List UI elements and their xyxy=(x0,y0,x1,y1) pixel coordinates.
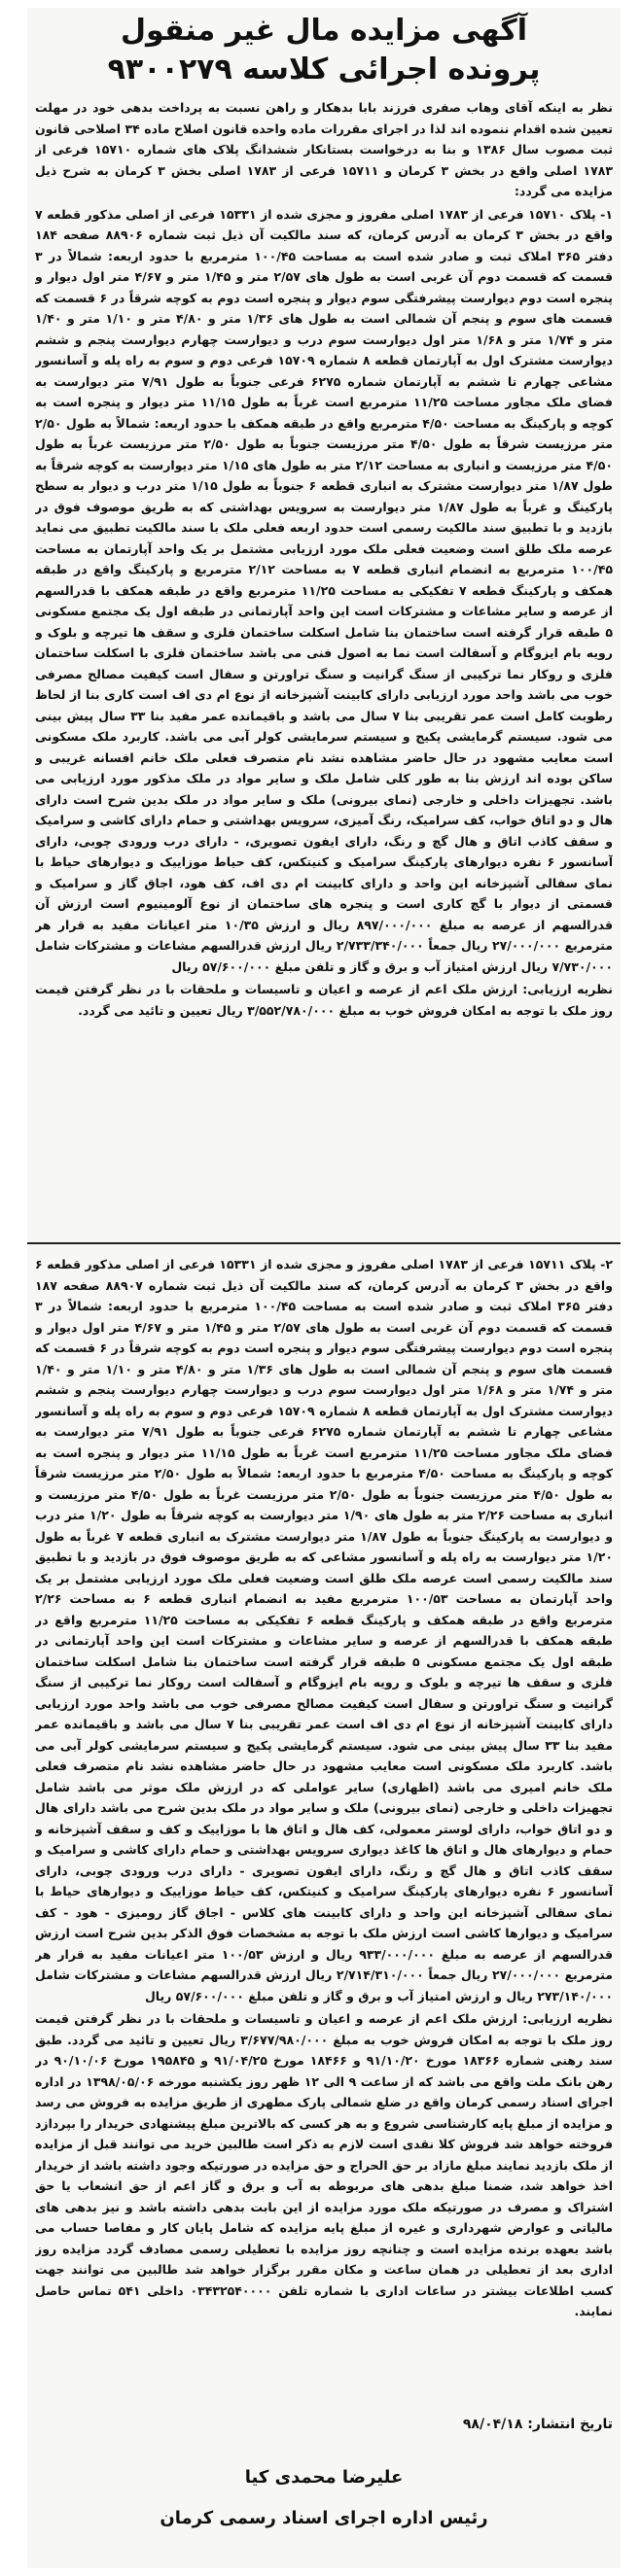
section-divider xyxy=(27,1242,621,1244)
property-1-description: ۱- پلاک ۱۵۷۱۰ فرعی از ۱۷۸۳ اصلی مفروز و مجزی شده از ۱۵۳۳۱ فرعی از اصلی مذکور قطعه ۷ واقع در بخش ۳ کرمان به آدرس کرمان، که سند مالکیت آن ذیل ثبت شماره ۸۸۹۰۶ صفحه ۱۸۴ دفتر ۳۶۵ املاک ثبت و صادر شده است به مساحت ۱۰۰/۴۵ مترمربع با حدود اربعه: شمالاً در ۳ قسمت که قسمت دوم آن غربی است به طول های ۲/۵۷ متر و ۱/۴۵ متر و ۴/۶۷ متر اول دیوار و پنجره است دوم دیوارست پیشرفتگی سوم دیوار و پنجره است دوم به کوچه شرقاً در ۶ قسمت که قسمت های سوم و پنجم آن شمالی است به طول های ۱/۳۶ متر و ۴/۸۰ متر و ۱/۱۰ متر و ۱/۴۰ متر و ۱/۷۴ متر و ۱/۶۸ متر اول دیوارست سوم درب و دیوارست چهارم دیوارست پنجم و ششم دیوارست مشترک اول به آپارتمان قطعه ۸ شماره ۱۵۷۰۹ فرعی دوم و سوم به راه پله و آسانسور مشاعی چهارم تا ششم به آپارتمان شماره ۶۲۷۵ فرعی جنوباً به طول ۷/۹۱ متر دیوارست به فضای ملک مجاور مساحت ۱۱/۲۵ مترمربع است غرباً به طول ۱۱/۱۵ متر دیوار و پنجره است به کوچه و پارکینگ به مساحت ۴/۵۰ مترمربع واقع در طبقه همکف با حدود اربعه: شمالاً به طول ۲/۵۰ متر مرزیست شرقاً به طول ۴/۵۰ متر مرزیست جنوباً به طول ۲/۵۰ متر مرزیست غرباً به طول ۴/۵۰ متر مرزیست و انباری به مساحت ۲/۱۲ متر به طول های ۱/۱۵ متر دیوارست به کوچه شرقاً به طول ۱/۸۷ متر دیوارست مشترک به انباری قطعه ۶ جنوباً به طول ۱/۱۵ متر درب و دیوار به سطح پارکینگ و غرباً به طول ۱/۸۷ متر دیوارست به سرویس بهداشتی که به طریق موصوف فوق در بازدید و با تطبیق سند مالکیت رسمی است حدود اربعه فعلی ملک با سند مالکیت تطبیق می نماید عرصه ملک طلق است وضعیت فعلی ملک مورد ارزیابی مشتمل بر یک واحد آپارتمان به مساحت ۱۰۰/۴۵ مترمربع به انضمام انباری قطعه ۷ به مساحت ۲/۱۲ مترمربع و پارکینگ واقع در طبقه همکف و پارکینگ قطعه ۷ تفکیکی به مساحت ۱۱/۲۵ مترمربع واقع در طبقه همکف با قدرالسهم از عرصه و سایر مشاعات و مشترکات است این واحد آپارتمانی در طبقه اول یک مجتمع مسکونی ۵ طبقه قرار گرفته است ساختمان بنا شامل اسکلت ساختمان فلزی و سقف ها تیرچه و بلوک و رویه بام ایزوگام و آسفالت است نما به اصول فنی می باشد ساختمان فلزی با اسکلت ساختمان فلزی و روکار نما ترکیبی از سنگ گرانیت و سنگ تراورتن و سفال است کیفیت مصالح مصرفی خوب می باشد واحد مورد ارزیابی دارای کابینت آشپزخانه از نوع ام دی اف است کاری بنا از لحاظ رطوبت کامل است عمر تقریبی بنا ۷ سال می باشد و باقیمانده عمر مفید بنا ۳۳ سال پیش بینی می شود. سیستم گرمایشی پکیج و سیستم سرمایشی کولر آبی می باشد. کاربرد ملک مسکونی است معایب مشهود در حال حاضر مشاهده نشد نام متصرف فعلی ملک خانم افسانه غریبی و ساکن بوده اند ارزش بنا به طور کلی شامل ملک و سایر مواد در ملک مذکور مورد ارزیابی می باشد. تجهیزات داخلی و خارجی (نمای بیرونی) ملک و سایر مواد در ملک بدین شرح است دارای هال و دو اتاق خواب، کف سرامیک، رنگ آمیزی، سرویس بهداشتی و حمام دارای کاشی و سرامیک و سقف کاذب اتاق و هال گچ و رنگ، دارای ایفون تصویری، - دارای درب ورودی چوبی، دارای آسانسور ۶ نفره دیوارهای پارکینگ سرامیک و کنیتکس، کف حیاط موزاییک و دیوارهای حیاط با نمای سفالی آشپزخانه این واحد و دارای کابینت ام دی اف، کف هود، اجاق گاز و سرامیک و قسمتی از دیوار با گچ کاری است و پنجره های ساختمان از نوع آلومینیوم است ارزش آن قدرالسهم از عرصه به مبلغ ۸۹۷/۰۰۰/۰۰۰ ریال و ارزش ۱۰/۳۵ متر اعیانات مفید به قرار هر مترمربع ۲۷/۰۰۰/۰۰۰ ریال جمعاً ۲/۷۳۳/۳۴۰/۰۰۰ ریال ارزش قدرالسهم مشاعات و مشترکات شامل ۷/۷۳۰/۰۰۰ ریال ارزش امتیاز آب و برق و گاز و تلفن مبلغ ۵۷/۶۰۰/۰۰۰ ریال xyxy=(35,206,613,974)
case-number-title: پرونده اجرائی کلاسه ۹۳۰۰۲۷۹ xyxy=(107,52,541,87)
property-2-description: ۲- پلاک ۱۵۷۱۱ فرعی از ۱۷۸۳ اصلی مفروز و مجزی شده از ۱۵۳۳۱ فرعی از اصلی مذکور قطعه ۶ واقع در بخش ۳ کرمان به آدرس کرمان، که سند مالکیت آن ذیل ثبت شماره ۸۸۹۰۷ صفحه ۱۸۷ دفتر ۳۶۵ املاک ثبت و صادر شده است به مساحت ۱۰۰/۴۵ مترمربع با حدود اربعه: شمالاً در ۳ قسمت که قسمت دوم آن غربی است به طول های ۲/۵۷ متر و ۱/۴۵ متر و ۴/۶۷ متر اول دیوار و پنجره است دوم دیوارست پیشرفتگی سوم دیوار و پنجره است دوم به کوچه شرقاً در ۶ قسمت که قسمت های سوم و پنجم آن شمالی است به طول های ۱/۳۶ متر و ۴/۸۰ متر و ۱/۱۰ متر و ۱/۴۰ متر و ۱/۷۴ متر و ۱/۶۸ متر اول دیوارست سوم درب و دیوارست چهارم دیوارست پنجم و ششم دیوارست مشترک اول به آپارتمان قطعه ۸ شماره ۱۵۷۰۹ فرعی دوم و سوم به راه پله و آسانسور مشاعی چهارم تا ششم به آپارتمان شماره ۶۲۷۵ فرعی جنوباً به طول ۷/۹۱ متر دیوارست به فضای ملک مجاور مساحت ۱۱/۲۵ مترمربع است غرباً به طول ۱۱/۱۵ متر دیوار و پنجره است به کوچه و پارکینگ به مساحت ۴/۵۰ مترمربع با حدود اربعه: شمالاً به طول ۲/۵۰ متر مرزیست شرقاً به طول ۴/۵۰ متر مرزیست جنوباً به طول ۲/۵۰ متر مرزیست غرباً به طول ۴/۵۰ متر مرزیست و انباری به مساحت ۲/۲۶ متر به طول های ۱/۹۰ متر دیوارست به کوچه شرقاً به طول ۱/۲۰ متر درب و دیوارست به پارکینگ جنوباً به طول ۱/۸۷ متر دیوارست مشترک به انباری قطعه ۷ غرباً به طول ۱/۲۰ متر دیوارست به راه پله و آسانسور مشاعی که به طریق موصوف فوق در بازدید و با تطبیق سند مالکیت رسمی است عرصه ملک طلق است وضعیت فعلی ملک مورد ارزیابی مشتمل بر یک واحد آپارتمان به مساحت ۱۰۰/۵۳ مترمربع مفید به انضمام انباری قطعه ۶ به مساحت ۲/۲۶ مترمربع واقع در طبقه همکف و پارکینگ قطعه ۶ تفکیکی به مساحت ۱۱/۲۵ مترمربع واقع در طبقه همکف با قدرالسهم از عرصه و سایر مشاعات و مشترکات است این واحد آپارتمانی در طبقه اول یک مجتمع مسکونی ۵ طبقه قرار گرفته است ساختمان بنا شامل اسکلت ساختمان فلزی و سقف ها تیرچه و بلوک و رویه بام ایزوگام و آسفالت است روکار نما ترکیبی از سنگ گرانیت و سنگ تراورتن و سفال است کیفیت مصالح مصرفی خوب می باشد واحد مورد ارزیابی دارای کابینت آشپزخانه از نوع ام دی اف است عمر تقریبی بنا ۷ سال می باشد و باقیمانده عمر مفید بنا ۳۳ سال پیش بینی می شود. سیستم گرمایشی پکیج و سیستم سرمایشی کولر آبی می باشد. کاربرد ملک مسکونی است معایب مشهود در حال حاضر مشاهده نشد نام متصرف فعلی ملک خانم امیری می باشد (اظهاری) سایر عواملی که در ارزش ملک موثر می باشد شامل تجهیزات داخلی و خارجی (نمای بیرونی) ملک و سایر مواد در ملک بدین شرح می باشد دارای هال و دو اتاق خواب، دارای لوستر معمولی، کف هال و اتاق ها با موزاییک و کف و سقف آشپزخانه و حمام و دیوارهای هال و اتاق ها کاغذ دیواری سرویس بهداشتی و حمام دارای کاشی و سرامیک و سقف کاذب اتاق و هال گچ و رنگ، دارای ایفون تصویری - دارای درب ورودی چوبی، دارای آسانسور ۶ نفره دیوارهای پارکینگ سرامیک و کنیتکس، کف حیاط موزاییک و دیوارهای حیاط با نمای سفالی آشپزخانه این واحد و دارای کابینت های کلاس - اجاق گاز رومیزی - هود - کف سرامیک و دیوارها کاشی است ارزش ملک با توجه به مشخصات فوق الذکر بدین شرح است ارزش قدرالسهم از عرصه به مبلغ ۹۳۳/۰۰۰/۰۰۰ ریال و ارزش ۱۰۰/۵۳ متر اعیانات مفید به قرار هر مترمربع ۲۷/۰۰۰/۰۰۰ ریال جمعاً ۲/۷۱۴/۳۱۰/۰۰۰ ریال ارزش قدرالسهم مشاعات و مشترکات شامل ۲۷۳/۱۴۰/۰۰۰ ریال و ارزش امتیاز آب و برق و گاز و تلفن مبلغ ۵۷/۶۰۰/۰۰۰ ریال xyxy=(35,1257,613,2003)
publish-date: تاریخ انتشار: ۹۸/۰۴/۱۸ xyxy=(462,2417,613,2432)
property-1-appraisal: نظریه ارزیابی: ارزش ملک اعم از عرصه و اعیان و تاسیسات و ملحقات با در نظر گرفتن قیمت روز ملک با توجه به امکان فروش خوب به مبلغ ۳/۵۵۲/۷۸۰/۰۰۰ ریال تعیین و تائید می گردد. xyxy=(35,982,613,1018)
section-2 xyxy=(35,1254,613,2406)
signer-office: رئیس اداره اجرای اسناد رسمی کرمان xyxy=(160,2508,488,2528)
signer-name: علیرضا محمدی کیا xyxy=(244,2467,404,2488)
notice-page xyxy=(27,8,621,2568)
intro-paragraph: نظر به اینکه آقای وهاب صفری فرزند بابا بدهکار و راهن نسبت به پرداخت بدهی خود در مهلت تعیین شده اقدام ننموده اند لذا در اجرای مقررات ماده واحده قانون اصلاح ماده ۳۴ اصلاحی قانون ثبت مصوب سال ۱۳۸۶ و بنا به درخواست بستانکار ششدانگ پلاک های شماره ۱۵۷۱۰ فرعی از ۱۷۸۳ اصلی واقع در بخش ۳ کرمان و ۱۵۷۱۱ فرعی از ۱۷۸۳ اصلی بخش ۳ کرمان به شرح ذیل مزایده می گردد: xyxy=(35,100,613,198)
notice-title: آگهی مزایده مال غیر منقول xyxy=(120,14,527,48)
property-2-appraisal-and-terms: نظریه ارزیابی: ارزش ملک اعم از عرصه و اعیان و تاسیسات و ملحقات با در نظر گرفتن قیمت روز ملک با توجه به امکان فروش خوب به مبلغ ۳/۶۷۷/۹۸۰/۰۰۰ ریال تعیین و تائید می گردد. طبق سند رهنی شماره ۱۸۳۶۶ مورخ ۹۱/۱۰/۲۰ و ۱۸۴۶۶ مورخ ۹۱/۰۴/۲۵ و ۱۹۵۸۴۵ مورخ ۹۰/۱۰/۰۶ در رهن بانک ملت واقع می باشد که از ساعت ۹ الی ۱۲ ظهر روز یکشنبه مورخه ۱۳۹۸/۰۵/۰۶ در اداره اجرای اسناد رسمی کرمان واقع در ضلع شمالی پارک مطهری از طریق مزایده به فروش می رسد و مزایده از مبلغ پایه کارشناسی شروع و به هر کسی که بالاترین مبلغ پیشنهادی خریدار را بپردازد فروخته خواهد شد فروش کلا نقدی است لازم به ذکر است طالبین خرید می توانند قبل از مزایده از ملک بازدید نمایند مبلغ مازاد بر حق الحراج و حق مزایده در صورتیکه وجود داشته باشد از خریدار اخذ خواهد شد، ضمنا مبلغ بدهی های مربوطه به آب و برق و گاز اعم از حق انشعاب یا حق اشتراک و مصرف در صورتیکه ملک مورد مزایده از این بابت بدهی داشته باشد و نیز بدهی های مالیاتی و عوارض شهرداری و غیره از مبلغ پایه مزایده که شامل پایان کار و مفاصا حساب می باشد بعهده برنده مزایده است و چنانچه روز مزایده با تعطیلی رسمی مصادف گردد مزایده روز اداری بعد از تعطیلی در همان ساعت و مکان مقرر برگزار خواهد شد طالبین می توانند جهت کسب اطلاعات بیشتر در ساعات اداری با شماره تلفن ۰۳۴۳۲۵۴۰۰۰۰ داخلی ۵۴۱ تماس حاصل نمایند. xyxy=(35,2011,613,2318)
section-1 xyxy=(35,97,613,1236)
